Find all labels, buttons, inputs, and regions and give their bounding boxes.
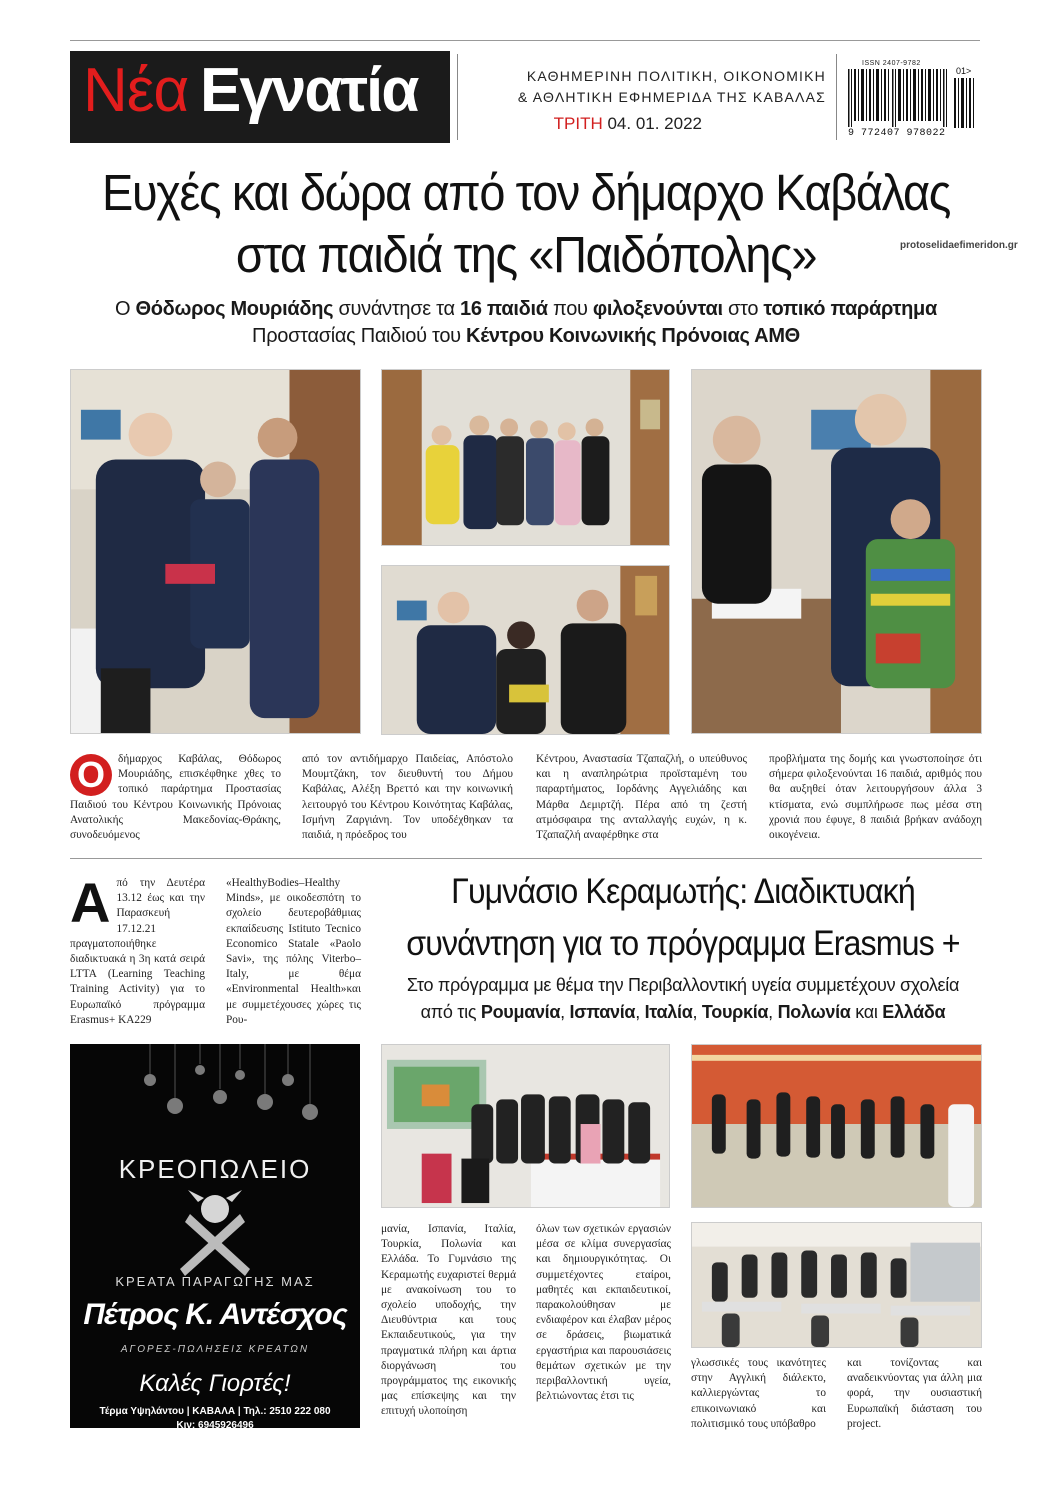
butcher-advertisement[interactable] [70,1044,360,1428]
story2-column-3 [381,1222,516,1432]
ad-title: ΚΡΕΟΠΩΛΕΙΟ [118,1154,312,1184]
story1-column-3 [536,752,747,852]
subhead-text: που [547,298,593,320]
story2-column-2 [226,876,361,1031]
issue-date [470,114,702,134]
story2-photo-seated-class [691,1222,982,1348]
story2-dropcap: Α [70,871,111,934]
story2-col4-text: όλων των σχετικών εργασιών μέσα σε κλίμα συνεργασίας και δημιουργικότητας. Οι συμμετέχοντες εταίροι, μαθητές και εκπαιδευτικοί, παρακολούθησαν με ενδιαφέρον και έλαβαν μέρος σε δράσεις, βιωματικά εργαστήρια και παρουσιάσεις θεμάτων σχετικών με την περιβαλλοντική υγεία, βελτιώνοντας έτσι τις [536,1223,671,1403]
story1-photo-mayor-girl [381,565,670,735]
country-turkey: Τουρκία [701,1002,769,1022]
story2-subheadline [376,972,990,1026]
addon-barcode-icon [954,78,974,128]
story2-col1-text: πό την Δευτέρα 13.12 έως και την Παρασκευή 17.12.21 πραγματοποιήθηκε διαδικτυακά η 3η κατά σειρά LTTA (Learning Teaching Training Activity) για το Ευρωπαϊκό πρόγραμμα Erasmus+ KA229 [70,877,205,1026]
ad-subtitle: ΚΡΕΑΤΑ ΠΑΡΑΓΩΓΗΣ ΜΑΣ [115,1274,315,1289]
barcode-number: 9 772407 978022 [848,128,946,139]
logo-part-nea: Νέα [83,56,189,125]
story1-column-4 [769,752,982,852]
subhead-text: Ο [114,298,136,320]
story2-column-5 [691,1356,826,1432]
ad-mobile: Κιν: 6945926496 [176,1420,254,1428]
masthead-divider-2 [836,54,837,140]
date-value: 04. 01. 2022 [607,114,702,133]
story1-photo-mayor-boy [691,369,982,734]
story1-column-1 [70,752,281,852]
story2-subhead-line1: Στο πρόγραμμα με θέμα την Περιβαλλοντική υγεία συμμετέχουν σχολεία [406,975,960,995]
barcode-icon [848,69,948,127]
subhead-bold: τοπικό παράρτημα [763,298,937,320]
subhead-text: Προστασίας Παιδιού του [252,325,467,347]
story2-headline-line2: συνάντηση για το πρόγραμμα Erasmus + [406,924,960,963]
ad-subtitle-2: ΑΓΟΡΕΣ-ΠΩΛΗΣΕΙΣ ΚΡΕΑΤΩΝ [120,1344,310,1355]
subhead-bold: 16 παιδιά [460,298,548,320]
top-rule [70,40,980,41]
logo-part-egnatia: Εγνατία [200,56,418,125]
section-divider [70,858,982,859]
story2-column-6 [847,1356,982,1432]
story1-headline-line2: στα παιδιά της «Παιδόπολης» [235,226,817,283]
story1-headline-line1: Ευχές και δώρα από τον δήμαρχο Καβάλας [102,164,950,221]
story1-headline[interactable] [79,162,973,286]
ad-greeting: Καλές Γιορτές! [139,1370,291,1397]
subhead-text: συνάντησε τα [333,298,461,320]
ad-business-name: Πέτρος Κ. Αντέσχος [83,1298,347,1331]
date-weekday: ΤΡΙΤΗ [553,114,603,133]
story2-col5-text: γλωσσικές τους ικανότητες στην Αγγλική διάλεκτο, καλλιεργώντας το επικοινωνιακό και πολιτισμικό τους υπόβαθρο [691,1357,826,1430]
story1-col4-text: προβλήματα της δομής και γνωστοποίησε ότι σήμερα φιλοξενούνται 16 παιδιά, αριθμός που θα αυξηθεί όταν λειτουργήσουν άλλα 3 κτίσματα, ενώ συμπλήρωσε πως μέσα στη χρονιά που έφυγε, 8 παιδιά βρήκαν ανάδοχη οικογένεια. [769,753,982,842]
newspaper-logo[interactable] [70,51,450,143]
story1-col3-text: Κέντρου, Αναστασία Τζαπαζλή, ο υπεύθυνος και η αναπληρώτρια προϊσταμένη του παραρτήματος, Ιορδάνης Αγγελιάδης και Μάρθα Δεμιρτζή. Πέρα από τη ζεστή ατμόσφαιρα της ανταλλαγής ευχών, η κ. Τζαπαζλή αναφέρθηκε στα [536,753,747,842]
story2-headline-line1: Γυμνάσιο Κεραμωτής: Διαδικτυακή [451,872,915,911]
country-poland: Πολωνία [777,1002,851,1022]
masthead-divider [457,54,458,140]
story2-col6-text: και τονίζοντας και αναδεικνύοντας για άλλη μια φορά, την ουσιαστική Ευρωπαϊκή διάσταση του project. [847,1357,982,1430]
barcode [848,56,976,142]
story1-dropcap: Ο [70,754,112,796]
issue-code: 01> [956,66,972,76]
story2-column-1 [70,871,205,1031]
story2-subhead-line2: από τις Ρουμανία, Ισπανία, Ιταλία, Τουρκία, Πολωνία και Ελλάδα [420,1002,946,1022]
subhead-text: και [850,1002,883,1022]
story1-photo-mayor-child [70,369,361,734]
tagline-line-2: & ΑΘΛΗΤΙΚΗ ΕΦΗΜΕΡΙΔΑ ΤΗΣ ΚΑΒΑΛΑΣ [517,89,826,105]
country-italy: Ιταλία [644,1002,693,1022]
issn-label: ISSN 2407-9782 [862,60,921,67]
subhead-text: από τις [420,1002,481,1022]
country-romania: Ρουμανία [480,1002,561,1022]
story1-photo-group [381,369,670,546]
story1-col1-text: δήμαρχος Καβάλας, Θόδωρος Μουριάδης, επισκέφθηκε χθες το τοπικό παράρτημα Προστασίας Παιδιού του Κέντρου Κοινωνικής Πρόνοιας Ανατολικής Μακεδονίας-Θράκης, συνοδευόμενος [70,753,281,842]
story1-col2-text: από τον αντιδήμαρχο Παιδείας, Απόστολο Μουμτζάκη, τον διευθυντή του Δήμου Καβάλας, Αλέξη Βρεττό και την κοινωνική λειτουργό του Κέντρου Κοινότητας Καβάλας, Ισμήνη Ζαργιάνη. Τον υποδέχθηκαν τα παιδιά, η πρόεδρος του [302,753,513,842]
country-spain: Ισπανία [569,1002,636,1022]
story2-col2-text: «HealthyBodies–Healthy Minds», με οικοδεσπότη το σχολείο δευτεροβάθμιας εκπαίδευσης Istituto Tecnico Economico Statale «Paolo Savi», της πόλης Viterbo–Italy, με θέμα «Environmental Health»και με συμμετέχουσες χώρες τις Ρου- [226,877,361,1026]
story1-subheadline [70,296,982,350]
story1-column-2 [302,752,513,852]
country-greece: Ελλάδα [882,1002,946,1022]
tagline-line-1: ΚΑΘΗΜΕΡΙΝΗ ΠΟΛΙΤΙΚΗ, ΟΙΚΟΝΟΜΙΚΗ [526,68,826,84]
subhead-text: στο [722,298,764,320]
subhead-bold: Κέντρου Κοινωνικής Πρόνοιας ΑΜΘ [466,325,800,347]
story2-photo-classroom-screen [381,1044,670,1208]
subhead-bold: Θόδωρος Μουριάδης [135,298,334,320]
ad-address: Τέρμα Υψηλάντου | ΚΑΒΑΛΑ | Τηλ.: 2510 222 080 [99,1406,331,1417]
story2-photo-exercise [691,1044,982,1208]
source-website[interactable]: protoselidaefimeridon.gr [900,240,1018,251]
masthead-tagline [470,66,826,108]
story2-column-4 [536,1222,671,1432]
story2-col3-text: μανία, Ισπανία, Ιταλία, Τουρκία, Πολωνία και Ελλάδα. Το Γυμνάσιο της Κεραμωτής ευχαριστεί θερμά με ανακοίνωση του το σχολείο υποδοχής, την Διευθύντρια και τους Εκπαιδευτικούς, για την πραγματικά πλήρη και άρτια διοργάνωση του προγράμματος της εικονικής μας επίσκεψης και την επιτυχή υλοποίηση [381,1223,516,1418]
subhead-bold: φιλοξενούνται [592,298,723,320]
story2-headline[interactable] [401,866,966,970]
